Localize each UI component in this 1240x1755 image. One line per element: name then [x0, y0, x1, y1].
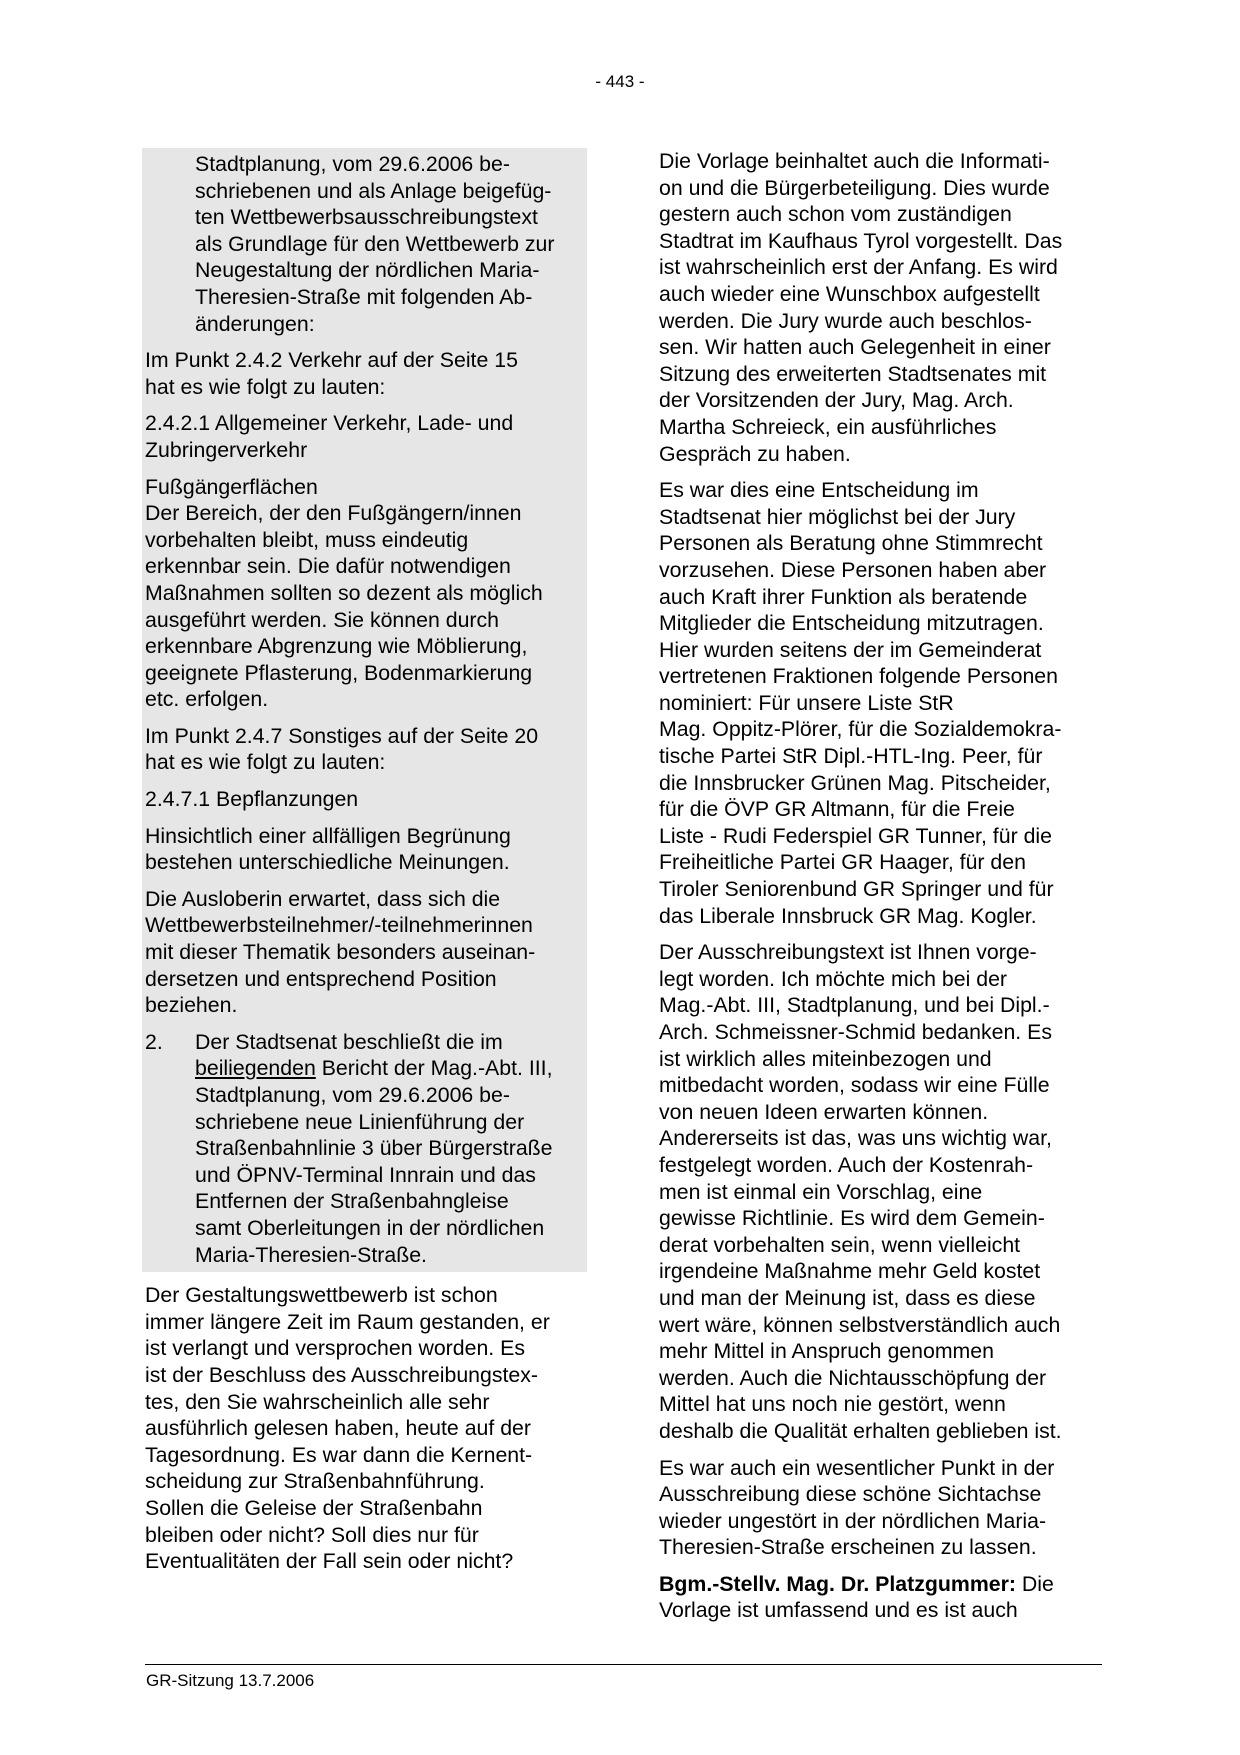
item-2-text	[195, 1029, 587, 1268]
amendment-paragraph: Die Ausloberin erwartet, dass sich die Wettbewerbsteilnehmer/-teilnehmerinnen mit dieser Thematik besonders auseinan- dersetzen und entsprechend Position beziehen.	[145, 886, 536, 1018]
amendment-paragraph: Im Punkt 2.4.7 Sonstiges auf der Seite 20 hat es wie folgt zu lauten:	[145, 723, 539, 775]
page-number: - 443 -	[595, 72, 645, 91]
amendment-paragraph: Im Punkt 2.4.2 Verkehr auf der Seite 15 hat es wie folgt zu lauten:	[145, 348, 518, 399]
item-number: 2.	[145, 1029, 163, 1054]
amendment-paragraph: Fußgängerflächen Der Bereich, der den Fußgängern/innen vorbehalten bleibt, muss eindeutig erkennbar sein. Die dafür notwendigen Maßnahmen sollten so dezent als möglich ausgeführt werden. Sie können durch erkennbare Abgrenzung wie Möblierung, geeignete Pflasterung, Bodenmarkierung etc. erfolgen.	[145, 474, 543, 712]
body-paragraph: Es war auch ein wesentlicher Punkt in der Ausschreibung diese schöne Sichtachse wieder ungestört in der nördlichen Maria- Theresien-Straße erscheinen zu lassen.	[659, 1455, 1055, 1560]
amendment-paragraph: 2.4.2.1 Allgemeiner Verkehr, Lade- und Zubringerverkehr	[145, 411, 514, 462]
underlined-word: beiliegenden	[195, 1056, 316, 1081]
amendment-paragraph: Hinsichtlich einer allfälligen Begrünung bestehen unterschiedliche Meinungen.	[145, 823, 511, 875]
left-column	[145, 148, 590, 1585]
speaker-name: Bgm.-Stellv. Mag. Dr. Platzgummer:	[659, 1571, 1016, 1596]
body-paragraph: Die Vorlage beinhaltet auch die Informati- on und die Bürgerbeteiligung. Dies wurde gestern auch schon vom zuständigen Stadtrat im Kaufhaus Tyrol vorgestellt. Das ist wahrscheinlich erst der Anfang. Es wird auch wieder eine Wunschbox aufgestellt werden. Die Jury wurde auch beschlos- sen. Wir hatten auch Gelegenheit in einer Sitzung des erweiterten Stadtsenates mit der Vorsitzenden der Jury, Mag. Arch. Martha Schreieck, ein ausführliches Gespräch zu haben.	[659, 149, 1063, 466]
item-2-text-rest: Bericht der Mag.-Abt. III, Stadtplanung, vom 29.6.2006 be- schriebene neue Linienführung der Straßenbahnlinie 3 über Bürgerstraße und ÖPNV-Terminal Innrain und das Entfernen der Straßenbahngleise samt Oberleitungen in der nördlichen Maria-Theresien-Straße.	[195, 1056, 553, 1267]
resolution-block	[142, 148, 587, 1272]
body-paragraph: Der Gestaltungswettbewerb ist schon immer längere Zeit im Raum gestanden, er ist verlangt und versprochen worden. Es ist der Beschluss des Ausschreibungstex- tes, den Sie wahrscheinlich alle sehr ausführlich gelesen haben, heute auf der Tagesordnung. Es war dann die Kernent- scheidung zur Straßenbahnführung. Sollen die Geleise der Straßenbahn bleiben oder nicht? Soll dies nur für Eventualitäten der Fall sein oder nicht?	[145, 1283, 550, 1574]
speaker-text: Die Vorlage ist umfassend und es ist auch	[659, 1571, 1054, 1623]
right-column	[659, 148, 1104, 1634]
footer-text: GR-Sitzung 13.7.2006	[146, 1671, 315, 1690]
amendment-paragraph: 2.4.7.1 Bepflanzungen	[145, 787, 359, 812]
resolution-item-2	[145, 1029, 587, 1268]
body-paragraph: Der Ausschreibungstext ist Ihnen vorge- legt worden. Ich möchte mich bei der Mag.-Abt. III, Stadtplanung, und bei Dipl.- Arch. Schmeissner-Schmid bedanken. Es ist wirklich alles miteinbezogen und mitbedacht worden, sodass wir eine Fülle von neuen Ideen erwarten können. Andererseits ist das, was uns wichtig war, festgelegt worden. Auch der Kostenrah- men ist einmal ein Vorschlag, eine gewisse Richtlinie. Es wird dem Gemein- derat vorbehalten sein, wenn vielleicht irgendeine Maßnahme mehr Geld kostet und man der Meinung ist, dass es diese wert wäre, können selbstverständlich auch mehr Mittel in Anspruch genommen werden. Auch die Nichtausschöpfung der Mittel hat uns noch nie gestört, wenn deshalb die Qualität erhalten geblieben ist.	[659, 940, 1062, 1443]
speaker-paragraph	[659, 1571, 1104, 1624]
footer-divider	[145, 1664, 1102, 1665]
resolution-item-1-continuation: Stadtplanung, vom 29.6.2006 be- schriebenen und als Anlage beigefüg- ten Wettbewerbsausschreibungstext als Grundlage für den Wettbewerb zur Neugestaltung der nördlichen Maria- Theresien-Straße mit folgenden Ab- änderungen:	[195, 152, 555, 336]
body-paragraph: Es war dies eine Entscheidung im Stadtsenat hier möglichst bei der Jury Personen als Beratung ohne Stimmrecht vorzusehen. Diese Personen haben aber auch Kraft ihrer Funktion als beratende Mitglieder die Entscheidung mitzutragen. Hier wurden seitens der im Gemeinderat vertretenen Fraktionen folgende Personen nominiert: Für unsere Liste StR Mag. Oppitz-Plörer, für die Sozialdemokra- tische Partei StR Dipl.-HTL-Ing. Peer, für die Innsbrucker Grünen Mag. Pitscheider, für die ÖVP GR Altmann, für die Freie Liste - Rudi Federspiel GR Tunner, für die Freiheitliche Partei GR Haager, für den Tiroler Seniorenbund GR Springer und für das Liberale Innsbruck GR Mag. Kogler.	[659, 478, 1062, 928]
item-2-text-start: Der Stadtsenat beschließt die im	[195, 1029, 503, 1054]
